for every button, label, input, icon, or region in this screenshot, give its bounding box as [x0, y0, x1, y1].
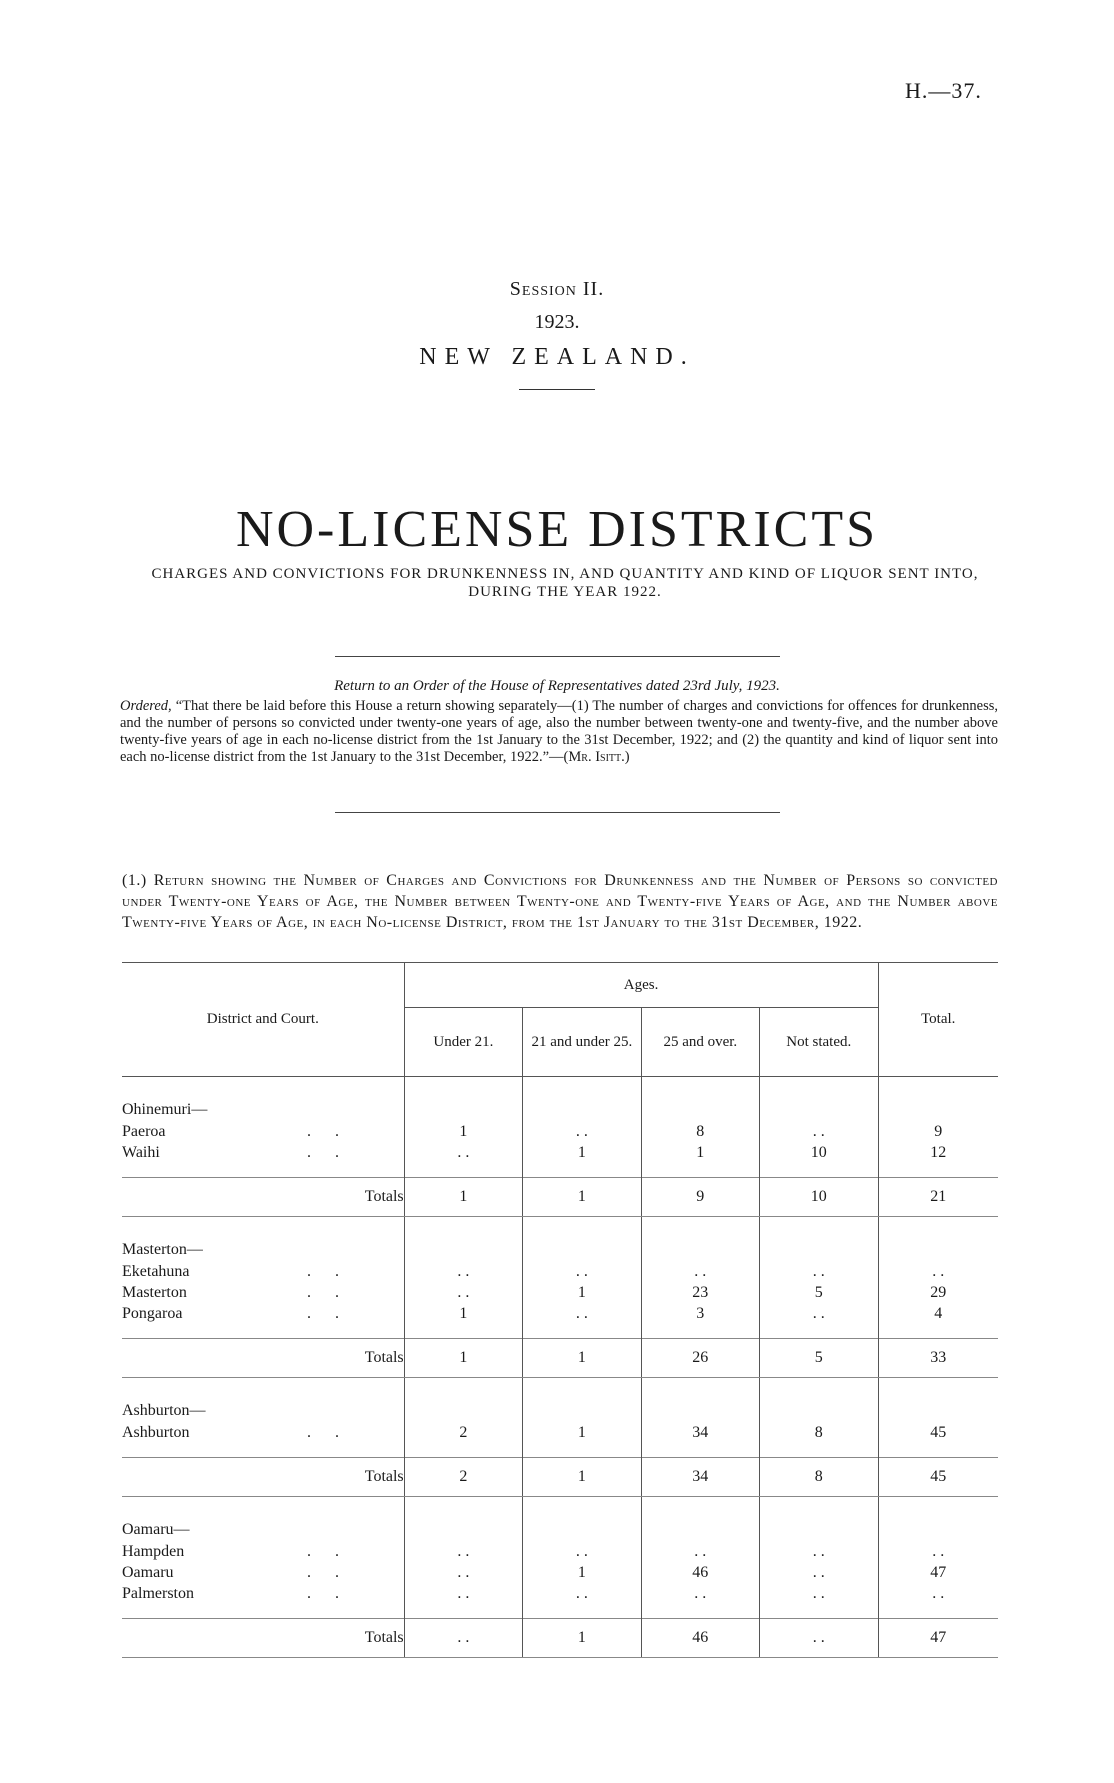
gap-row: [122, 1604, 998, 1619]
total-under21: 1: [404, 1339, 522, 1378]
total-a25: 26: [641, 1339, 759, 1378]
value-a21: 1: [523, 1282, 641, 1303]
table-title: (1.) Return showing the Number of Charges and Convictions for Drunkenness and the Number of Persons so convicted under Twenty-one Years of Age, the Number between Twenty-one and Twenty-five Years of Age, and the Number above Twenty-five Years of Age, in each No-license District, from the 1st January to the 31st December, 1922.: [122, 872, 998, 931]
order-paragraph: [120, 698, 998, 766]
value-ns: 10: [760, 1142, 878, 1163]
value-a25: . .: [641, 1541, 759, 1562]
value-under21: . .: [404, 1282, 522, 1303]
spacer-cell: [760, 1378, 878, 1401]
district-name: Ohinemuri—: [122, 1101, 208, 1118]
empty-cell: [878, 1400, 998, 1422]
totals-label: Totals: [122, 1619, 404, 1658]
year-label: 1923.: [534, 311, 580, 333]
divider-rule: [335, 812, 780, 813]
empty-cell: [641, 1099, 759, 1121]
totals-row: [122, 1178, 998, 1217]
session-label: Session II.: [509, 278, 605, 300]
value-total: 9: [878, 1121, 998, 1142]
spacer-cell: [878, 1077, 998, 1100]
spacer-cell: [878, 1378, 998, 1401]
convictions-table: [122, 962, 998, 1658]
total-a25: 9: [641, 1178, 759, 1217]
court-cell: [122, 1541, 404, 1562]
gap-cell: [760, 1163, 878, 1178]
spacer-row: [122, 1077, 998, 1100]
gap-cell: [641, 1163, 759, 1178]
not-stated-header: Not stated.: [760, 1008, 878, 1077]
total-ns: 10: [760, 1178, 878, 1217]
subtitle: CHARGES AND CONVICTIONS FOR DRUNKENNESS IN, AND QUANTITY AND KIND OF LIQUOR SENT INTO, DURING THE YEAR 1922.: [151, 566, 979, 600]
district-name: Masterton—: [122, 1241, 203, 1258]
ages-header: Ages.: [404, 963, 878, 1008]
total-under21: 1: [404, 1178, 522, 1217]
empty-cell: [641, 1519, 759, 1541]
value-a21: 1: [523, 1142, 641, 1163]
spacer-cell: [878, 1497, 998, 1520]
spacer-cell: [760, 1217, 878, 1240]
spacer-cell: [404, 1077, 522, 1100]
leader-dots: . .: [307, 1584, 349, 1602]
court-cell: [122, 1583, 404, 1604]
total-under21: 2: [404, 1458, 522, 1497]
spacer-cell: [523, 1378, 641, 1401]
court-name: Hampden: [122, 1542, 185, 1560]
total-a25: 46: [641, 1619, 759, 1658]
gap-cell: [760, 1443, 878, 1458]
court-name: Waihi: [122, 1143, 160, 1161]
leader-dots: . .: [307, 1283, 349, 1301]
spacer-row: [122, 1378, 998, 1401]
value-a25: 23: [641, 1282, 759, 1303]
value-a21: 1: [523, 1422, 641, 1443]
value-total: . .: [878, 1583, 998, 1604]
totals-label: Totals: [122, 1339, 404, 1378]
leader-dots: . .: [307, 1122, 349, 1140]
return-line: Return to an Order of the House of Representatives dated 23rd July, 1923.: [334, 678, 780, 694]
value-total: 29: [878, 1282, 998, 1303]
value-a21: . .: [523, 1541, 641, 1562]
spacer-cell: [641, 1077, 759, 1100]
gap-cell: [878, 1443, 998, 1458]
district-row: [122, 1099, 998, 1121]
gap-cell: [641, 1443, 759, 1458]
empty-cell: [878, 1519, 998, 1541]
gap-cell: [878, 1604, 998, 1619]
district-row: [122, 1239, 998, 1261]
value-a25: 3: [641, 1303, 759, 1324]
empty-cell: [760, 1239, 878, 1261]
spacer-cell: [641, 1497, 759, 1520]
table-row: [122, 1541, 998, 1562]
value-ns: . .: [760, 1121, 878, 1142]
spacer-cell: [760, 1497, 878, 1520]
member-name: (Mr. Isitt.): [563, 749, 630, 765]
empty-cell: [760, 1099, 878, 1121]
gap-row: [122, 1163, 998, 1178]
empty-cell: [523, 1239, 641, 1261]
value-a21: . .: [523, 1261, 641, 1282]
empty-cell: [878, 1239, 998, 1261]
total-a21: 1: [523, 1178, 641, 1217]
gap-row: [122, 1324, 998, 1339]
value-under21: . .: [404, 1142, 522, 1163]
total-total: 47: [878, 1619, 998, 1658]
leader-dots: . .: [307, 1563, 349, 1581]
value-total: . .: [878, 1261, 998, 1282]
court-name: Ashburton: [122, 1423, 190, 1441]
value-under21: 1: [404, 1121, 522, 1142]
value-a25: 8: [641, 1121, 759, 1142]
table-row: [122, 1303, 998, 1324]
district-name: Ashburton—: [122, 1402, 206, 1419]
leader-dots: . .: [307, 1423, 349, 1441]
table-row: [122, 1261, 998, 1282]
gap-cell: [122, 1604, 404, 1619]
court-cell: [122, 1303, 404, 1324]
court-cell: [122, 1422, 404, 1443]
spacer-cell: [641, 1378, 759, 1401]
totals-row: [122, 1619, 998, 1658]
leader-dots: . .: [307, 1304, 349, 1322]
gap-cell: [878, 1324, 998, 1339]
value-under21: . .: [404, 1583, 522, 1604]
spacer-cell: [878, 1217, 998, 1240]
gap-cell: [760, 1324, 878, 1339]
leader-dots: . .: [307, 1262, 349, 1280]
value-a25: . .: [641, 1261, 759, 1282]
spacer-cell: [122, 1378, 404, 1401]
court-cell: [122, 1282, 404, 1303]
empty-cell: [641, 1400, 759, 1422]
value-total: . .: [878, 1541, 998, 1562]
total-total: 33: [878, 1339, 998, 1378]
empty-cell: [641, 1239, 759, 1261]
district-name: Oamaru—: [122, 1521, 190, 1538]
value-total: 47: [878, 1562, 998, 1583]
value-ns: . .: [760, 1583, 878, 1604]
age25over-header: 25 and over.: [641, 1008, 759, 1077]
value-a25: 46: [641, 1562, 759, 1583]
value-ns: . .: [760, 1261, 878, 1282]
court-name: Eketahuna: [122, 1262, 190, 1280]
value-ns: 8: [760, 1422, 878, 1443]
main-title: NO-LICENSE DISTRICTS: [235, 501, 879, 558]
gap-row: [122, 1443, 998, 1458]
court-name: Paeroa: [122, 1122, 166, 1140]
total-a21: 1: [523, 1339, 641, 1378]
gap-cell: [760, 1604, 878, 1619]
value-ns: . .: [760, 1303, 878, 1324]
total-under21: . .: [404, 1619, 522, 1658]
empty-cell: [523, 1400, 641, 1422]
gap-cell: [404, 1324, 522, 1339]
spacer-cell: [404, 1378, 522, 1401]
spacer-cell: [404, 1217, 522, 1240]
value-a21: . .: [523, 1121, 641, 1142]
gap-cell: [523, 1443, 641, 1458]
spacer-cell: [122, 1497, 404, 1520]
spacer-cell: [760, 1077, 878, 1100]
leader-dots: . .: [307, 1143, 349, 1161]
total-a25: 34: [641, 1458, 759, 1497]
total-ns: . .: [760, 1619, 878, 1658]
age21to25-header: 21 and under 25.: [523, 1008, 641, 1077]
value-under21: 2: [404, 1422, 522, 1443]
value-a25: . .: [641, 1583, 759, 1604]
totals-label: Totals: [122, 1458, 404, 1497]
court-name: Masterton: [122, 1283, 187, 1301]
gap-cell: [523, 1324, 641, 1339]
gap-cell: [523, 1163, 641, 1178]
spacer-row: [122, 1497, 998, 1520]
value-total: 12: [878, 1142, 998, 1163]
court-cell: [122, 1142, 404, 1163]
value-ns: 5: [760, 1282, 878, 1303]
court-name: Palmerston: [122, 1584, 194, 1602]
gap-cell: [641, 1604, 759, 1619]
value-total: 45: [878, 1422, 998, 1443]
value-a21: . .: [523, 1303, 641, 1324]
value-a21: 1: [523, 1562, 641, 1583]
gap-cell: [122, 1324, 404, 1339]
value-ns: . .: [760, 1541, 878, 1562]
empty-cell: [523, 1519, 641, 1541]
gap-cell: [404, 1604, 522, 1619]
gap-cell: [404, 1443, 522, 1458]
value-under21: . .: [404, 1261, 522, 1282]
total-total: 45: [878, 1458, 998, 1497]
spacer-cell: [523, 1497, 641, 1520]
leader-dots: . .: [307, 1542, 349, 1560]
district-row: [122, 1400, 998, 1422]
empty-cell: [878, 1099, 998, 1121]
empty-cell: [404, 1519, 522, 1541]
country-label: NEW ZEALAND.: [419, 344, 695, 370]
total-ns: 5: [760, 1339, 878, 1378]
totals-row: [122, 1339, 998, 1378]
empty-cell: [760, 1400, 878, 1422]
value-a25: 1: [641, 1142, 759, 1163]
value-under21: 1: [404, 1303, 522, 1324]
header-divider: [519, 389, 595, 390]
gap-cell: [523, 1604, 641, 1619]
table-row: [122, 1562, 998, 1583]
value-a21: . .: [523, 1583, 641, 1604]
total-a21: 1: [523, 1458, 641, 1497]
spacer-cell: [122, 1077, 404, 1100]
table-row: [122, 1282, 998, 1303]
spacer-cell: [523, 1217, 641, 1240]
value-a25: 34: [641, 1422, 759, 1443]
total-ns: 8: [760, 1458, 878, 1497]
ordered-label: Ordered,: [120, 698, 172, 714]
district-row: [122, 1519, 998, 1541]
under21-header: Under 21.: [404, 1008, 522, 1077]
totals-label: Totals: [122, 1178, 404, 1217]
spacer-cell: [122, 1217, 404, 1240]
table-row: [122, 1142, 998, 1163]
page-reference: H.—37.: [905, 78, 982, 103]
gap-cell: [122, 1443, 404, 1458]
court-name: Pongaroa: [122, 1304, 183, 1322]
table-row: [122, 1121, 998, 1142]
spacer-row: [122, 1217, 998, 1240]
spacer-cell: [641, 1217, 759, 1240]
empty-cell: [404, 1239, 522, 1261]
divider-rule: [335, 656, 780, 657]
table-row: [122, 1422, 998, 1443]
empty-cell: [760, 1519, 878, 1541]
gap-cell: [122, 1163, 404, 1178]
total-a21: 1: [523, 1619, 641, 1658]
court-cell: [122, 1261, 404, 1282]
document-header: [0, 278, 1114, 390]
order-text: “That there be laid before this House a return showing separately—(1) The number of charges and convictions for offences for drunkenness, and the number of persons so convicted under twenty-one years of age, also the number between twenty-one and twenty-five, and the number above twenty-five years of age in each no-license district from the 1st January to the 31st December, 1922; and (2) the quantity and kind of liquor sent into each no-license district from the 1st January to the 31st December, 1922.”—: [120, 698, 998, 765]
gap-cell: [404, 1163, 522, 1178]
court-cell: [122, 1121, 404, 1142]
empty-cell: [404, 1400, 522, 1422]
total-total: 21: [878, 1178, 998, 1217]
value-total: 4: [878, 1303, 998, 1324]
value-ns: . .: [760, 1562, 878, 1583]
court-cell: [122, 1562, 404, 1583]
table-row: [122, 1583, 998, 1604]
gap-cell: [878, 1163, 998, 1178]
value-under21: . .: [404, 1541, 522, 1562]
total-header: Total.: [878, 963, 998, 1077]
value-under21: . .: [404, 1562, 522, 1583]
district-court-header: District and Court.: [122, 963, 404, 1077]
totals-row: [122, 1458, 998, 1497]
empty-cell: [404, 1099, 522, 1121]
spacer-cell: [404, 1497, 522, 1520]
empty-cell: [523, 1099, 641, 1121]
gap-cell: [641, 1324, 759, 1339]
court-name: Oamaru: [122, 1563, 174, 1581]
spacer-cell: [523, 1077, 641, 1100]
